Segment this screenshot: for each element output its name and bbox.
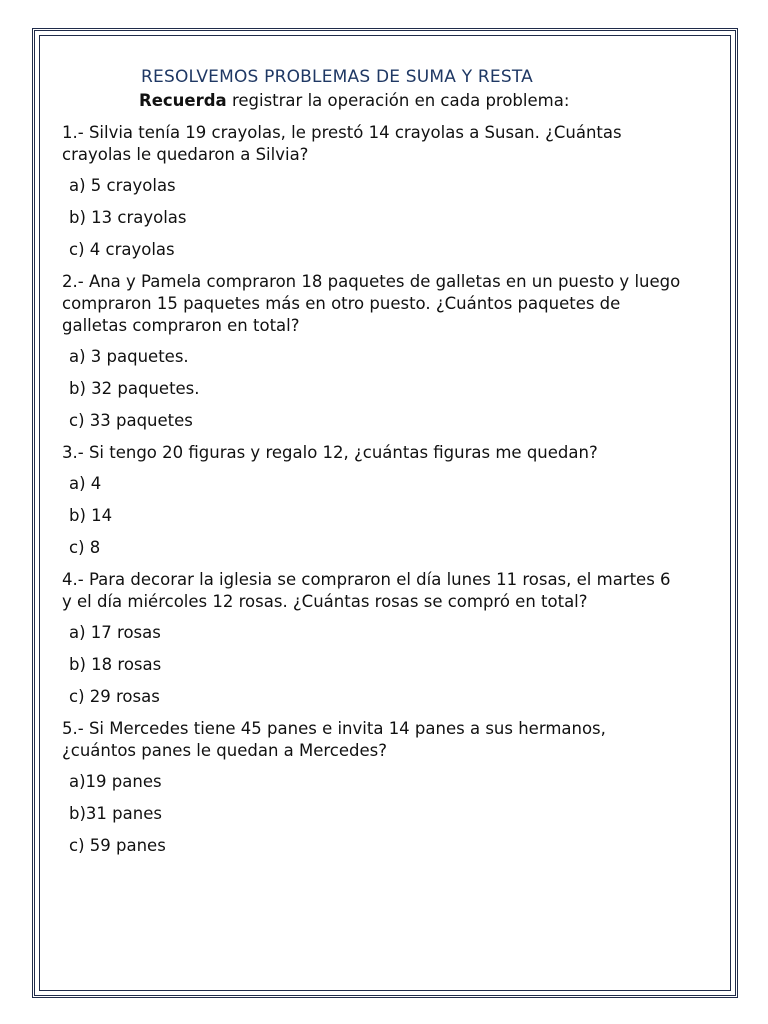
reminder-line — [139, 90, 682, 122]
answer-option: a) 4 — [69, 474, 102, 493]
answer-option: a)19 panes — [69, 772, 162, 791]
answer-option: a) 5 crayolas — [69, 176, 176, 195]
answer-option: c) 33 paquetes — [69, 411, 193, 430]
worksheet-content — [62, 66, 682, 867]
problem-question: 4.- Para decorar la iglesia se compraron el día lunes 11 rosas, el martes 6 y el día miércoles 12 rosas. ¿Cuántas rosas se compró en total? — [62, 570, 671, 611]
problem-2 — [62, 271, 682, 442]
worksheet-title: RESOLVEMOS PROBLEMAS DE SUMA Y RESTA — [141, 67, 533, 87]
answer-option: b) 18 rosas — [69, 655, 162, 674]
problem-4 — [62, 569, 682, 718]
problem-question: 5.- Si Mercedes tiene 45 panes e invita 14 panes a sus hermanos, ¿cuántos panes le quedan a Mercedes? — [62, 719, 606, 760]
answer-option: c) 8 — [69, 538, 101, 557]
reminder-text: registrar la operación en cada problema: — [226, 91, 570, 110]
answer-option: b) 32 paquetes. — [69, 379, 200, 398]
answer-option: c) 29 rosas — [69, 687, 160, 706]
problem-question: 2.- Ana y Pamela compraron 18 paquetes de galletas en un puesto y luego compraron 15 paquetes más en otro puesto. ¿Cuántos paquetes de galletas compraron en total? — [62, 272, 681, 335]
answer-option: a) 3 paquetes. — [69, 347, 189, 366]
answer-option: a) 17 rosas — [69, 623, 161, 642]
answer-option: c) 59 panes — [69, 836, 166, 855]
answer-option: b) 13 crayolas — [69, 208, 187, 227]
problem-question: 1.- Silvia tenía 19 crayolas, le prestó 14 crayolas a Susan. ¿Cuántas crayolas le quedaron a Silvia? — [62, 123, 622, 164]
answer-option: c) 4 crayolas — [69, 240, 175, 259]
answer-option: b)31 panes — [69, 804, 162, 823]
problem-question: 3.- Si tengo 20 figuras y regalo 12, ¿cuántas figuras me quedan? — [62, 443, 598, 462]
reminder-bold: Recuerda — [139, 91, 227, 110]
problem-3 — [62, 442, 682, 569]
answer-option: b) 14 — [69, 506, 113, 525]
problem-1 — [62, 122, 682, 271]
problem-5 — [62, 718, 682, 867]
